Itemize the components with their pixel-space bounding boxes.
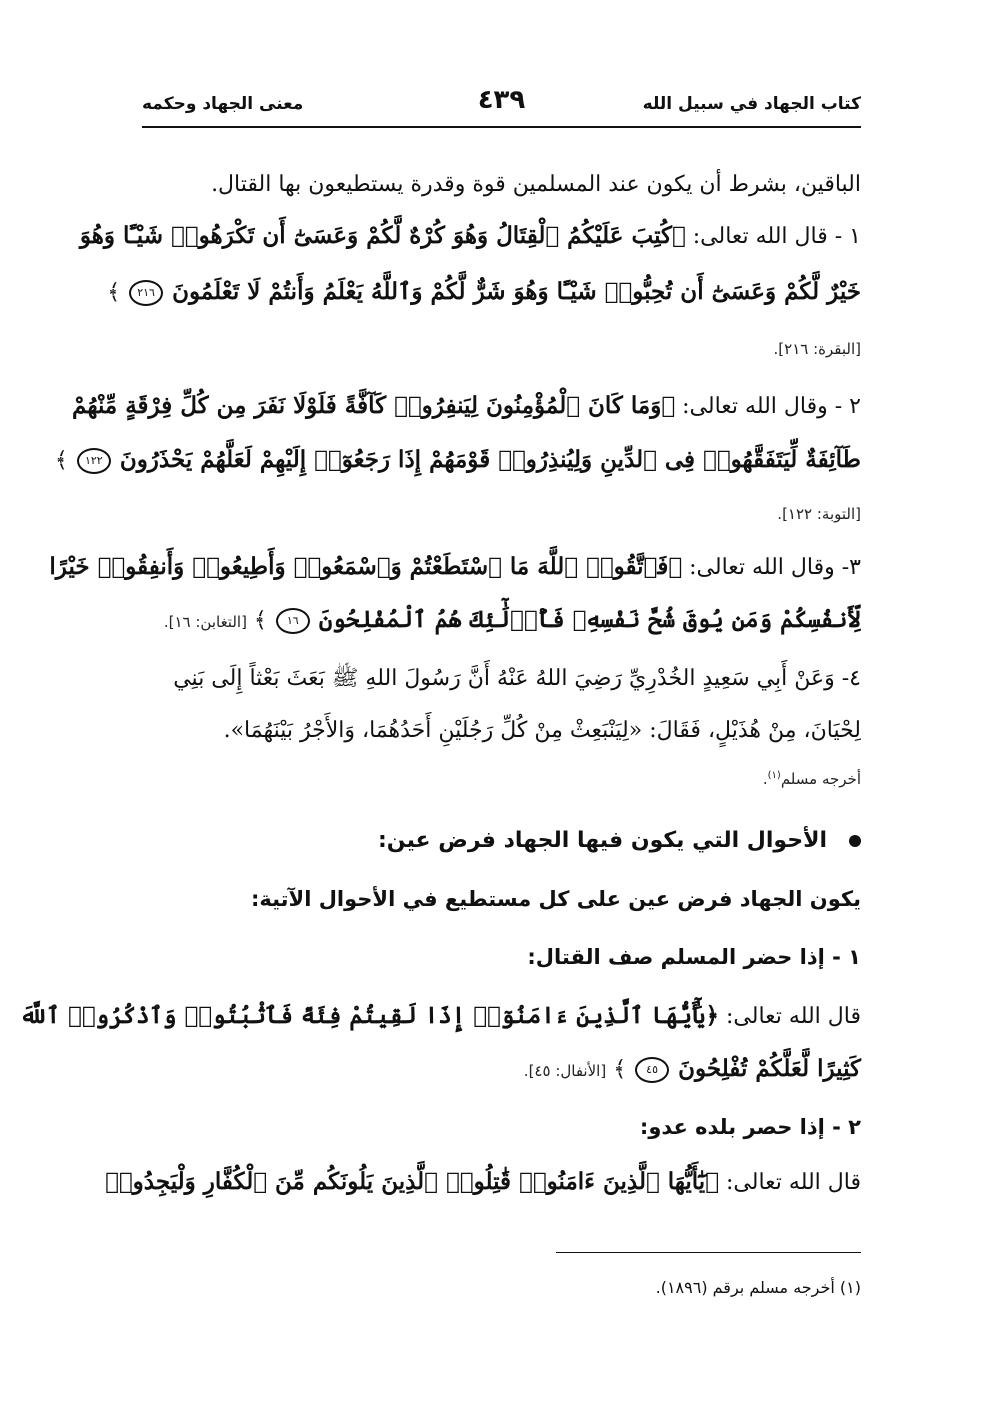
- case1-close-bracket: ﴾: [613, 1057, 627, 1082]
- item1-reference: [البقرة: ٢١٦].: [773, 340, 861, 358]
- item1-verse-b: خَيْرٌ لَّكُمْ وَعَسَىٰٓ أَن تُحِبُّوا۟ شَيْـًٔا وَهُوَ شَرٌّ لَّكُمْ وَٱللَّهُ يَعْلَمُ وَأَنتُمْ لَا تَعْلَمُونَ: [172, 278, 861, 305]
- case2-lead: قال الله تعالى:: [726, 1170, 861, 1195]
- section-heading-text: الأحوال التي يكون فيها الجهاد فرض عين:: [377, 828, 827, 853]
- section-heading: [142, 828, 861, 853]
- book-title: كتاب الجهاد في سبيل الله: [642, 94, 861, 114]
- item2-verse-number: ١٢٢: [77, 448, 111, 474]
- item2-line-b: [54, 446, 861, 474]
- item3-lead: ٣- وقال الله تعالى:: [689, 555, 861, 580]
- footnote-marker: (١): [767, 770, 781, 781]
- case1-title: ١ - إذا حضر المسلم صف القتال:: [527, 945, 861, 969]
- item2-reference: [التوبة: ١٢٢].: [777, 505, 861, 523]
- case1-reference: [الأنفال: ٤٥].: [523, 1062, 607, 1080]
- footnote: (١) أخرجه مسلم برقم (١٨٩٦).: [655, 1278, 861, 1297]
- page-number: ٤٣٩: [477, 85, 526, 115]
- case1-verse-a: ﴿يَٰٓأَيُّهَا ٱلَّذِينَ ءَامَنُوٓا۟ إِذَا لَقِيتُمْ فِئَةً فَٱثْبُتُوا۟ وَٱذْكُرُوا۟ ٱللَّهَ: [19, 1002, 720, 1029]
- item3-verse-b: لِّأَنفُسِكُمْ وَمَن يُوقَ شُحَّ نَفْسِهِۦ فَأُو۟لَٰٓئِكَ هُمُ ٱلْمُفْلِحُونَ: [318, 606, 861, 633]
- intro-line: الباقين، بشرط أن يكون عند المسلمين قوة وقدرة يستطيعون بها القتال.: [211, 172, 861, 197]
- item1-line-b: [107, 278, 861, 306]
- case1-verse-b: كَثِيرًا لَّعَلَّكُمْ تُفْلِحُونَ: [678, 1055, 861, 1082]
- case1-line-a: [19, 1002, 861, 1029]
- item4-line-b: لِحْيَانَ، مِنْ هُذَيْلٍ، فَقَالَ: «لِيَنْبَعِثْ مِنْ كُلِّ رَجُلَيْنِ أَحَدُهُمَا، وَالأَجْرُ بَيْنَهُمَا».: [223, 718, 861, 743]
- item2-verse-b: طَآئِفَةٌ لِّيَتَفَقَّهُوا۟ فِى ٱلدِّينِ وَلِيُنذِرُوا۟ قَوْمَهُمْ إِذَا رَجَعُوٓا۟ إِلَيْهِمْ لَعَلَّهُمْ يَحْذَرُونَ: [119, 446, 861, 473]
- case2-verse-a: ﴿يَٰٓأَيُّهَا ٱلَّذِينَ ءَامَنُوا۟ قَٰتِلُوا۟ ٱلَّذِينَ يَلُونَكُم مِّنَ ٱلْكُفَّارِ وَلْيَجِدُوا۟: [105, 1168, 720, 1195]
- case2-line-a: [105, 1168, 861, 1195]
- item1-close-bracket: ﴾: [107, 280, 121, 305]
- item2-line-a: [72, 392, 861, 419]
- item1-line-a: [79, 222, 861, 249]
- item3-line-a: [49, 553, 861, 580]
- bullet-icon: [849, 835, 861, 847]
- chapter-title: معنى الجهاد وحكمه: [142, 94, 304, 114]
- case1-line-b: [142, 1055, 861, 1083]
- item2-lead: ٢ - وقال الله تعالى:: [682, 394, 861, 419]
- item2-verse-a: ﴿وَمَا كَانَ ٱلْمُؤْمِنُونَ لِيَنفِرُوا۟ كَآفَّةً فَلَوْلَا نَفَرَ مِن كُلِّ فِرْقَةٍ مِّنْهُمْ: [72, 392, 676, 419]
- case1-verse-number: ٤٥: [635, 1057, 669, 1083]
- item1-verse-a: ﴿كُتِبَ عَلَيْكُمُ ٱلْقِتَالُ وَهُوَ كُرْهٌ لَّكُمْ وَعَسَىٰٓ أَن تَكْرَهُوا۟ شَيْـًٔا وَهُوَ: [79, 222, 686, 249]
- item2-close-bracket: ﴾: [54, 448, 68, 473]
- case1-lead: قال الله تعالى:: [726, 1004, 861, 1029]
- item3-verse-number: ١٦: [276, 608, 310, 634]
- footnote-divider: [556, 1252, 861, 1253]
- item4-line-a: ٤- وَعَنْ أَبِي سَعِيدٍ الخُدْرِيِّ رَضِيَ اللهُ عَنْهُ أَنَّ رَسُولَ اللهِ ﷺ بَعَثَ بَعْثاً إِلَى بَنِي: [173, 666, 861, 691]
- item3-reference: [التغابن: ١٦].: [163, 613, 247, 631]
- item4-source: [763, 770, 861, 788]
- item4-source-end: .: [762, 770, 768, 788]
- item1-lead: ١ - قال الله تعالى:: [692, 224, 861, 249]
- case2-title: ٢ - إذا حصر بلده عدو:: [639, 1115, 861, 1139]
- section-subheading: يكون الجهاد فرض عين على كل مستطيع في الأحوال الآتية:: [250, 887, 861, 911]
- item3-close-bracket: ﴾: [253, 608, 267, 633]
- item3-line-b: [142, 606, 861, 634]
- item1-verse-number: ٢١٦: [129, 280, 163, 306]
- header-divider: [142, 126, 861, 128]
- item3-verse-a: ﴿فَٱتَّقُوا۟ ٱللَّهَ مَا ٱسْتَطَعْتُمْ وَٱسْمَعُوا۟ وَأَطِيعُوا۟ وَأَنفِقُوا۟ خَيْرًا: [49, 553, 683, 580]
- item4-source-text: أخرجه مسلم: [780, 770, 861, 788]
